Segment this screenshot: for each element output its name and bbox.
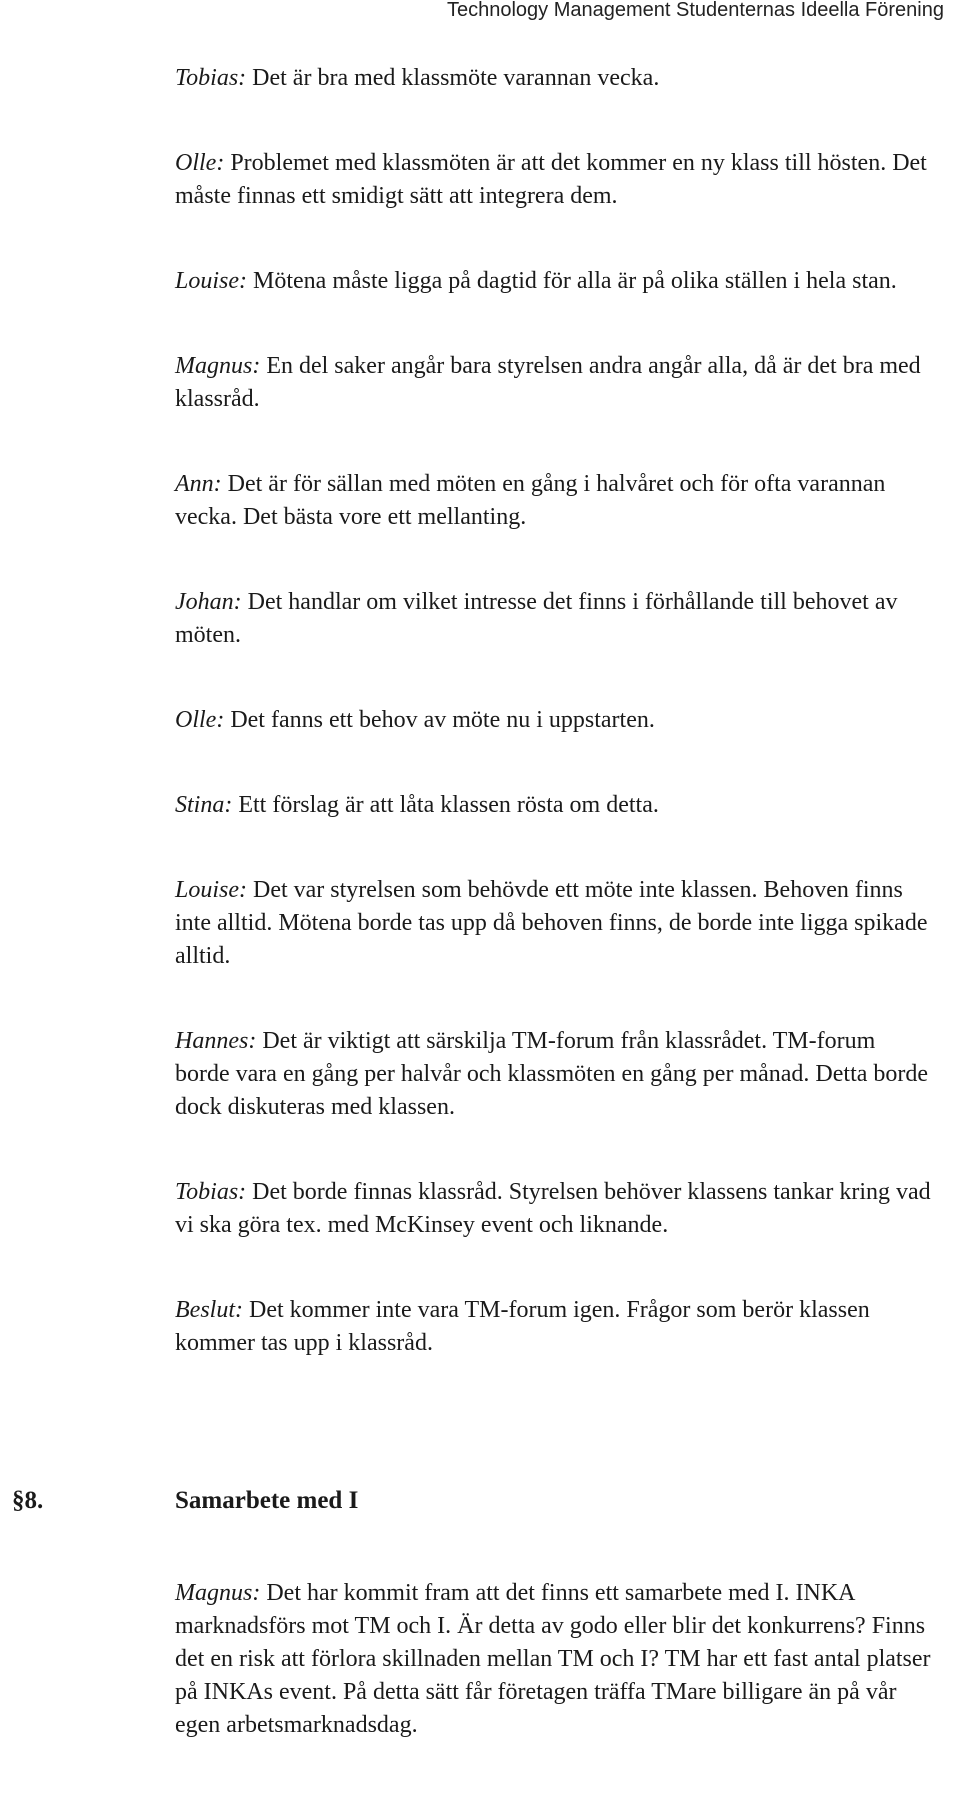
paragraph bbox=[175, 874, 935, 973]
decision-paragraph bbox=[175, 1294, 935, 1360]
paragraph bbox=[175, 468, 935, 534]
section-body bbox=[175, 1577, 935, 1794]
speaker-name: Olle: bbox=[175, 150, 225, 176]
paragraph bbox=[175, 350, 935, 416]
speaker-name: Tobias: bbox=[175, 1179, 247, 1205]
speaker-name: Ann: bbox=[175, 471, 222, 497]
speaker-name: Tobias: bbox=[175, 65, 247, 91]
paragraph-text: En del saker angår bara styrelsen andra angår alla, då är det bra med klassråd. bbox=[175, 353, 921, 412]
paragraph-text: Det är bra med klassmöte varannan vecka. bbox=[246, 65, 660, 91]
section-number: §8. bbox=[12, 1487, 44, 1514]
paragraph-text: Det var styrelsen som behövde ett möte inte klassen. Behoven finns inte alltid. Mötena borde tas upp då behoven finns, de borde inte ligga spikade alltid. bbox=[175, 877, 928, 969]
speaker-name: Magnus: bbox=[175, 353, 261, 379]
paragraph-text: Problemet med klassmöten är att det kommer en ny klass till hösten. Det måste finnas ett smidigt sätt att integrera dem. bbox=[175, 150, 927, 209]
paragraph-text: Det har kommit fram att det finns ett samarbete med I. INKA marknadsförs mot TM och I. Är detta av godo eller blir det konkurrens? Finns det en risk att förlora skillnaden mellan TM och I? TM har ett fast antal platser på INKAs event. På detta sätt får företagen träffa TMare billigare än på vår egen arbetsmarknadsdag. bbox=[175, 1580, 931, 1738]
paragraph-text: Ett förslag är att låta klassen rösta om detta. bbox=[232, 792, 659, 818]
paragraph bbox=[175, 1025, 935, 1124]
speaker-name: Magnus: bbox=[175, 1580, 261, 1606]
paragraph bbox=[175, 586, 935, 652]
paragraph-text: Det kommer inte vara TM-forum igen. Frågor som berör klassen kommer tas upp i klassråd. bbox=[175, 1297, 870, 1356]
paragraph-text: Det är för sällan med möten en gång i halvåret och för ofta varannan vecka. Det bästa vore ett mellanting. bbox=[175, 471, 886, 530]
paragraph bbox=[175, 265, 935, 298]
minutes-discussion bbox=[175, 62, 935, 1402]
page-header: Technology Management Studenternas Ideella Förening bbox=[447, 0, 944, 21]
speaker-name: Hannes: bbox=[175, 1028, 257, 1054]
paragraph bbox=[175, 147, 935, 213]
section-title: Samarbete med I bbox=[175, 1487, 359, 1514]
paragraph-text: Det fanns ett behov av möte nu i uppstarten. bbox=[224, 707, 655, 733]
speaker-name: Johan: bbox=[175, 589, 242, 615]
section-heading bbox=[0, 1487, 960, 1527]
paragraph-text: Det borde finnas klassråd. Styrelsen behöver klassens tankar kring vad vi ska göra tex. med McKinsey event och liknande. bbox=[175, 1179, 931, 1238]
paragraph bbox=[175, 1176, 935, 1242]
paragraph-text: Det är viktigt att särskilja TM-forum från klassrådet. TM-forum borde vara en gång per halvår och klassmöten en gång per månad. Detta borde dock diskuteras med klassen. bbox=[175, 1028, 929, 1120]
speaker-name: Louise: bbox=[175, 268, 247, 294]
speaker-name: Louise: bbox=[175, 877, 247, 903]
speaker-name: Olle: bbox=[175, 707, 225, 733]
decision-label: Beslut: bbox=[175, 1297, 243, 1323]
paragraph bbox=[175, 62, 935, 95]
paragraph-text: Det handlar om vilket intresse det finns i förhållande till behovet av möten. bbox=[175, 589, 898, 648]
speaker-name: Stina: bbox=[175, 792, 233, 818]
paragraph bbox=[175, 789, 935, 822]
paragraph-text: Mötena måste ligga på dagtid för alla är på olika ställen i hela stan. bbox=[247, 268, 897, 294]
paragraph bbox=[175, 1577, 935, 1742]
paragraph bbox=[175, 704, 935, 737]
